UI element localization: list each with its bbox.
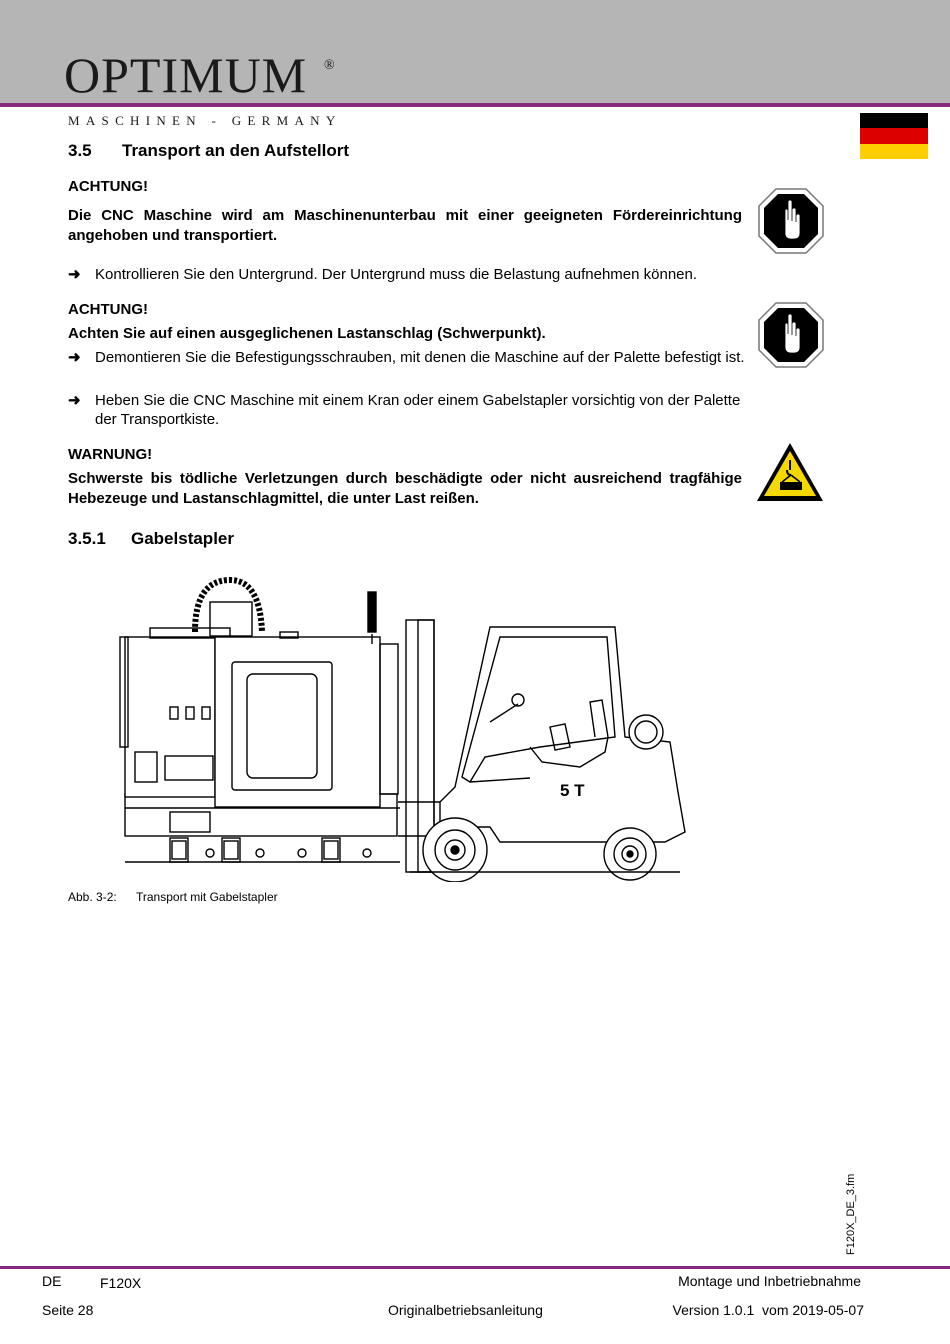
footer-rule (0, 1266, 950, 1269)
flag-stripe-black (860, 113, 928, 128)
achtung-text-2: Achten Sie auf einen ausgeglichenen Lastanschlag (Schwerpunkt). (68, 325, 546, 342)
arrow-icon: ➜ (68, 349, 81, 366)
section-number: 3.5 (68, 141, 92, 160)
flag-stripe-gold (860, 144, 928, 159)
footer-model: F120X (100, 1275, 142, 1291)
forklift-transport-illustration (110, 572, 710, 882)
figure-caption-text: Transport mit Gabelstapler (136, 890, 278, 904)
bullet-item-3 (68, 391, 748, 429)
bullet-text-1: Kontrollieren Sie den Untergrund. Der Untergrund muss die Belastung aufnehmen können. (95, 266, 698, 283)
header-rule (0, 103, 950, 107)
flag-stripe-red (860, 128, 928, 143)
registered-mark: ® (324, 58, 335, 73)
figure-caption (68, 890, 278, 904)
bullet-item-1 (68, 265, 748, 284)
bullet-text-2: Demontieren Sie die Befestigungsschrauben, mit denen die Maschine auf der Palette befestigt ist. (95, 349, 745, 366)
arrow-icon: ➜ (68, 392, 81, 409)
section-heading (68, 141, 349, 161)
subsection-heading (68, 529, 234, 549)
german-flag-icon (860, 113, 928, 159)
achtung-label-2: ACHTUNG! (68, 301, 148, 318)
arrow-icon: ➜ (68, 266, 81, 283)
brand-tagline: MASCHINEN - GERMANY (68, 113, 342, 128)
attention-hand-icon (756, 300, 826, 370)
footer-chapter: Montage und Inbetriebnahme (678, 1273, 861, 1289)
footer-page-number: Seite 28 (42, 1302, 94, 1318)
footer-language: DE (42, 1273, 62, 1289)
bullet-text-3: Heben Sie die CNC Maschine mit einem Kran oder einem Gabelstapler vorsichtig von der Palette der Transportkiste. (95, 392, 741, 428)
warnung-label: WARNUNG! (68, 446, 153, 463)
subsection-number: 3.5.1 (68, 529, 106, 548)
brand-logo: OPTIMUM (64, 47, 308, 103)
document-file-id: F120X_DE_3.fm (845, 1173, 857, 1255)
footer-version: Version 1.0.1 vom 2019-05-07 (672, 1302, 864, 1318)
figure-number: Abb. 3-2: (68, 890, 117, 904)
suspended-load-warning-icon (754, 440, 826, 504)
bullet-item-2 (68, 348, 748, 367)
forklift-capacity-label: 5 T (560, 781, 585, 800)
attention-hand-icon (756, 186, 826, 256)
warnung-text: Schwerste bis tödliche Verletzungen durch beschädigte oder nicht ausreichend tragfähige Hebezeuge und Lastanschlagmittel, die unter Last reißen. (68, 470, 742, 507)
achtung-label-1: ACHTUNG! (68, 178, 148, 195)
achtung-text-1: Die CNC Maschine wird am Maschinenunterbau mit einer geeigneten Fördereinrichtung angehoben und transportiert. (68, 207, 742, 244)
section-title: Transport an den Aufstellort (122, 141, 350, 160)
subsection-title: Gabelstapler (131, 529, 234, 548)
footer-doc-type: Originalbetriebsanleitung (388, 1302, 543, 1318)
